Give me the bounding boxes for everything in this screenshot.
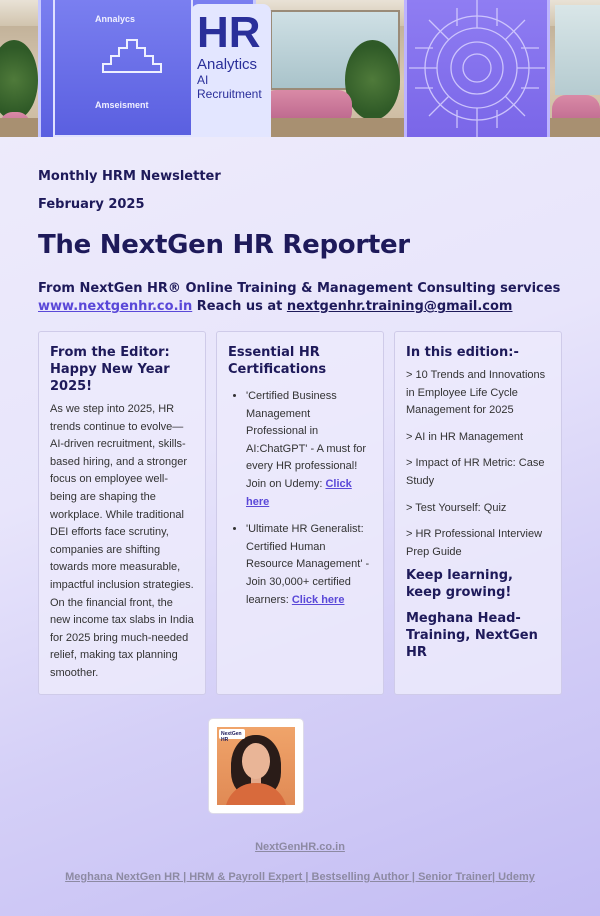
avatar [217,727,295,805]
certification-text: 'Certified Business Management Professional in AI:ChatGPT' - A must for every HR professional! Join on Udemy: [246,390,367,490]
editor-heading: From the Editor: Happy New Year 2025! [50,345,170,394]
reach-us-text: Reach us at [192,299,287,314]
contact-line [38,299,512,314]
editor-signature: Meghana Head-Training, NextGen HR [406,611,538,661]
edition-heading: In this edition:- [406,345,519,360]
newsletter-date: February 2025 [38,197,145,212]
hr-panel-frame [53,0,193,137]
hero-banner-image [0,0,600,137]
hero-window-right [555,5,600,95]
certifications-column [216,331,384,695]
hr-analytics-panel [38,0,262,137]
list-item: > 10 Trends and Innovations in Employee Life Cycle Management for 2025 [406,369,546,417]
edition-column [394,331,562,695]
avatar-face [242,743,270,779]
certification-text: 'Ultimate HR Generalist: Certified Human Resource Management' - Join 30,000+ certified learners: [246,523,370,606]
author-photo-frame [209,719,303,813]
email-link[interactable]: nextgenhr.training@gmail.com [286,299,513,314]
click-here-link[interactable]: Click here [246,477,352,508]
newsletter-kicker: Monthly HRM Newsletter [38,169,221,184]
list-item: > AI in HR Management [406,430,524,443]
hero-plant-mid [345,40,400,120]
hr-panel-label-1: Annalycs [95,14,136,24]
click-here-link[interactable]: Click here [291,593,345,606]
list-item: > Test Yourself: Quiz [406,501,507,514]
newsletter-title: The NextGen HR Reporter [38,230,410,260]
footer-site-link[interactable]: NextGenHR.co.in [255,841,345,853]
hr-card-analytics: Analytics [197,56,258,73]
list-item: > Impact of HR Metric: Case Study [406,457,545,487]
hr-panel-label-2: Amseisment [95,100,149,110]
website-link[interactable]: www.nextgenhr.co.in [38,299,193,314]
hr-card-title: HR [197,8,261,57]
avatar-logo: NextGen HR [219,729,245,739]
closing-message: Keep learning, keep growing! [406,568,513,601]
editor-body: As we step into 2025, HR trends continue to evolve—AI-driven recruitment, skills-based hiring, and a stronger focus on employee well-being are shaping the workplace. While traditional DEI efforts face scrutiny, companies are shifting towards more measurable, impactful inclusion strategies. On the financial front, the new income tax slabs in India for 2025 bring much-needed relief, making tax planning smoother. [50,403,194,679]
hr-card-ai: AI [197,73,209,87]
pyramid-chart-icon [97,36,167,82]
from-line: From NextGen HR® Online Training & Management Consulting services [38,281,561,296]
certifications-heading: Essential HR Certifications [228,345,327,377]
hr-card-recruitment: Recruitment [197,87,262,101]
list-item [246,521,372,609]
list-item [246,388,372,511]
hero-plant-left [0,40,38,120]
certifications-list [228,388,372,609]
list-item: > HR Professional Interview Prep Guide [406,528,543,558]
editor-column [38,331,206,695]
footer-profile-link[interactable]: Meghana NextGen HR | HRM & Payroll Expert | Bestselling Author | Senior Trainer| Udemy [65,871,535,883]
circuit-gear-icon [407,0,547,137]
decorative-circuit-panel [404,0,550,137]
hr-analytics-card [191,4,271,137]
